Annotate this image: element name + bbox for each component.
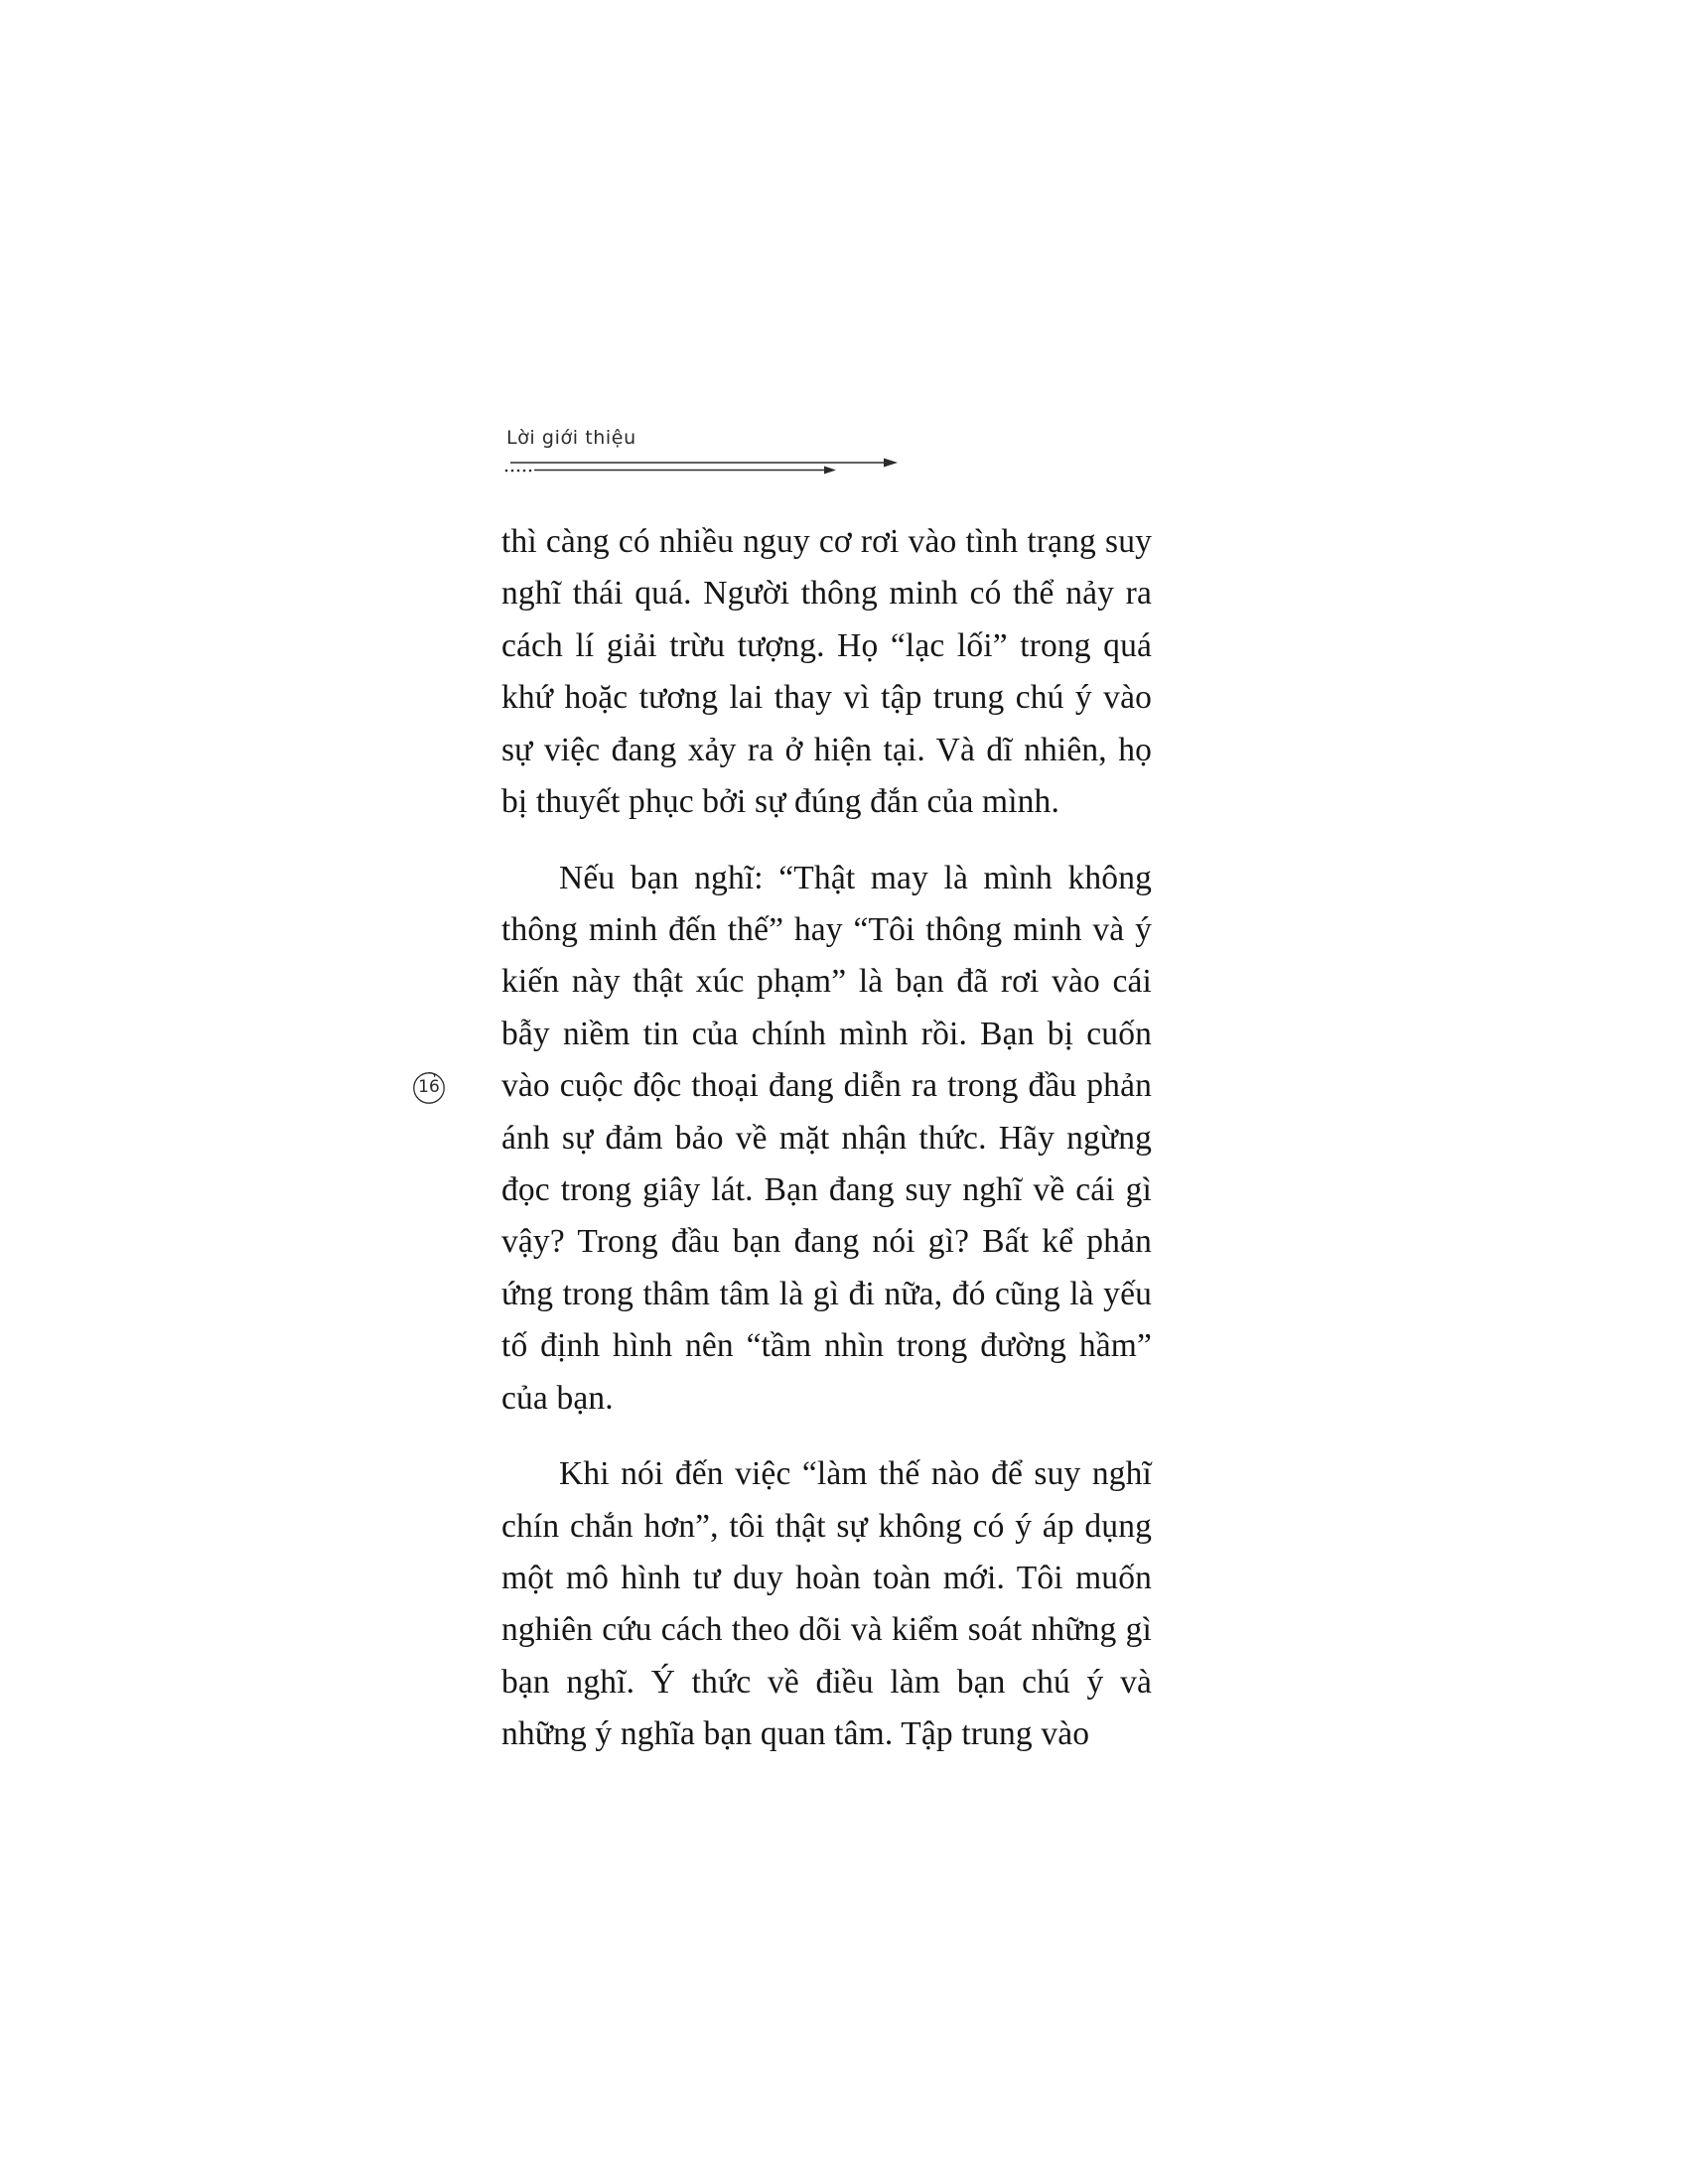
arrow-right-rule-icon [504, 457, 902, 478]
body-text [501, 516, 1152, 1761]
running-header-label: Lời giới thiệu [506, 427, 636, 449]
paragraph: Khi nói đến việc “làm thế nào để suy nghĩ chín chắn hơn”, tôi thật sự không có ý áp dụng một mô hình tư duy hoàn toàn mới. Tôi muốn nghiên cứu cách theo dõi và kiểm soát những gì bạn nghĩ. Ý thức về điều làm bạn chú ý và những ý nghĩa bạn quan tâm. Tập trung vào [501, 1455, 1152, 1753]
paragraph: Nếu bạn nghĩ: “Thật may là mình không thông minh đến thế” hay “Tôi thông minh và ý kiến này thật xúc phạm” là bạn đã rơi vào cái bẫy niềm tin của chính mình rồi. Bạn bị cuốn vào cuộc độc thoại đang diễn ra trong đầu phản ánh sự đảm bảo về mặt nhận thức. Hãy ngừng đọc trong giây lát. Bạn đang suy nghĩ về cái gì vậy? Trong đầu bạn đang nói gì? Bất kể phản ứng trong thâm tâm là gì đi nữa, đó cũng là yếu tố định hình nên “tầm nhìn trong đường hầm” của bạn. [501, 859, 1152, 1417]
page-number: 16 [418, 1076, 440, 1097]
paragraph: thì càng có nhiều nguy cơ rơi vào tình trạng suy nghĩ thái quá. Người thông minh có thể nảy ra cách lí giải trừu tượng. Họ “lạc lối” trong quá khứ hoặc tương lai thay vì tập trung chú ý vào sự việc đang xảy ra ở hiện tại. Và dĩ nhiên, họ bị thuyết phục bởi sự đúng đắn của mình. [501, 523, 1152, 821]
running-header [504, 427, 912, 478]
page-number-badge [409, 1067, 449, 1107]
header-divider [504, 457, 902, 478]
